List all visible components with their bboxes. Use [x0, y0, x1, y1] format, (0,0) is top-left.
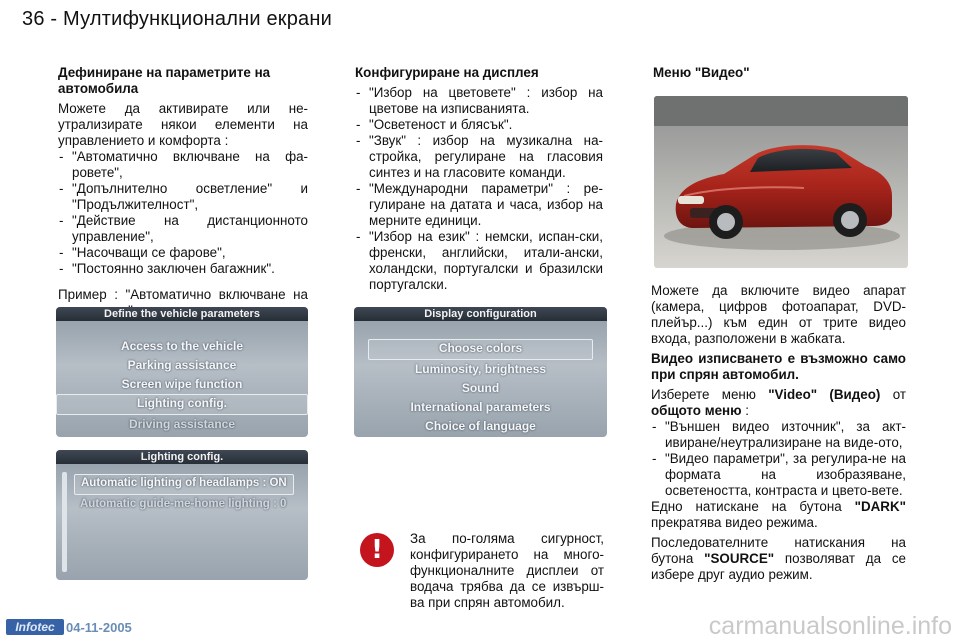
menu-name-video: "Video" (Видео) — [768, 387, 881, 402]
list-item: - "Външен видео източник", за акт-ивиране/неутрализиране на виде-ото, — [651, 419, 906, 451]
list-item: - "Действие на дистанционното управление", — [58, 213, 308, 245]
screen-title: Define the vehicle parameters — [56, 307, 308, 321]
dark-instruction — [651, 499, 906, 531]
intro-text: Можете да включите видео апарат (камера, цифров фотоапарат, DVD-плейър...) към един от трите видео входа, разположени в жабката. — [651, 283, 906, 346]
menu-item-screen-wipe[interactable]: Screen wipe function — [121, 377, 243, 391]
page-number: 36 — [22, 8, 45, 30]
text-fragment: позволяват да се избере друг аудио режим. — [651, 551, 906, 582]
text-fragment: : — [741, 403, 750, 418]
text-fragment: Изберете меню — [651, 387, 769, 402]
menu-item-lighting-config[interactable]: Lighting config. — [56, 394, 308, 415]
menu-item-international[interactable]: International parameters — [410, 400, 551, 414]
red-coupe-illustration — [654, 96, 908, 268]
bullet-list — [355, 85, 603, 293]
page-title: 36 - Мултифункционални екрани — [22, 8, 333, 30]
text-fragment: Последователните натискания на бутона — [651, 535, 906, 566]
column-vehicle-parameters — [58, 65, 308, 319]
menu-item-guide-me-home[interactable]: Automatic guide-me-home lighting : 0 — [80, 498, 287, 510]
list-item: - "Избор на цветовете" : избор на цветове на изписванията. — [355, 85, 603, 117]
menu-item-language[interactable]: Choice of language — [425, 419, 536, 433]
exclamation-warning-icon: ! — [360, 533, 394, 567]
column-display-config — [355, 65, 603, 293]
bold-note: Видео изписването е възможно само при спрян автомобил. — [651, 351, 906, 382]
list-item: - "Автоматично включване на фа-ровете", — [58, 149, 308, 181]
watermark: carmanualsonline.info — [708, 612, 952, 640]
list-item: - "Насочващи се фарове", — [58, 245, 308, 261]
safety-text: За по-голяма сигурност, конфигурирането на много-функционалните дисплеи от водача трябва да се извърш-ва при спрян автомобил. — [410, 531, 604, 610]
example-text: Пример : "Автоматично включване на — [58, 287, 308, 302]
menu-item-luminosity[interactable]: Luminosity, brightness — [414, 362, 547, 376]
section-heading: Дефиниране на параметрите на автомобила — [58, 65, 271, 96]
screen-title: Lighting config. — [56, 450, 308, 464]
menu-item-driving-assistance[interactable]: Driving assistance — [128, 417, 236, 431]
text-fragment: прекратява видео режима. — [651, 515, 818, 530]
menu-item-sound[interactable]: Sound — [461, 381, 500, 395]
column-video-menu-heading — [653, 65, 908, 81]
car-photo — [654, 96, 908, 268]
menu-item-choose-colors[interactable]: Choose colors — [368, 339, 593, 360]
button-name-dark: "DARK" — [854, 499, 906, 514]
menu-item-access[interactable]: Access to the vehicle — [120, 339, 244, 353]
screen-title: Display configuration — [354, 307, 607, 321]
list-item: - "Постоянно заключен багажник". — [58, 261, 308, 277]
intro-text: Можете да активирате или не-утрализирате някои елементи на управлението и комфорта : — [58, 101, 308, 148]
text-fragment: Едно натискане на бутона — [651, 499, 855, 514]
list-item: - "Допълнително осветление" и "Продължителност", — [58, 181, 308, 213]
bullet-list — [651, 419, 906, 499]
list-item: - "Избор на език" : немски, испан-ски, френски, английски, итали-ански, холандски, португалски и бразилски португалски. — [355, 229, 603, 293]
menu-item-auto-headlamps[interactable]: Automatic lighting of headlamps : ON — [74, 474, 294, 495]
safety-note — [410, 531, 604, 611]
text-fragment: от — [880, 387, 906, 402]
menu-name-general: общото меню — [651, 403, 742, 418]
button-name-source: "SOURCE" — [704, 551, 775, 566]
footer-date: 04-11-2005 — [66, 620, 132, 635]
page-heading: Мултифункционални екрани — [63, 8, 333, 30]
screen-vehicle-parameters — [56, 307, 308, 437]
list-item: - "Видео параметри", за регулира-не на формата на изобразяване, осветеността, контраста и цвето-вете. — [651, 451, 906, 499]
select-instruction — [651, 387, 906, 419]
column-video-menu — [651, 283, 906, 583]
menu-item-parking[interactable]: Parking assistance — [127, 358, 237, 372]
bullet-list — [58, 149, 308, 277]
section-heading: Конфигуриране на дисплея — [355, 65, 539, 80]
section-heading: Меню "Видео" — [653, 65, 750, 80]
list-item: - "Осветеност и блясък". — [355, 117, 603, 133]
infotec-logo: Infotec — [6, 619, 64, 635]
list-item: - "Звук" : избор на музикална на-стройка, регулиране на гласовия синтез и на гласовите команди. — [355, 133, 603, 181]
screen-lighting-config — [56, 450, 308, 580]
list-item: - "Международни параметри" : ре-гулиране на датата и часа, избор на мерните единици. — [355, 181, 603, 229]
source-instruction — [651, 535, 906, 583]
screen-display-config — [354, 307, 607, 437]
